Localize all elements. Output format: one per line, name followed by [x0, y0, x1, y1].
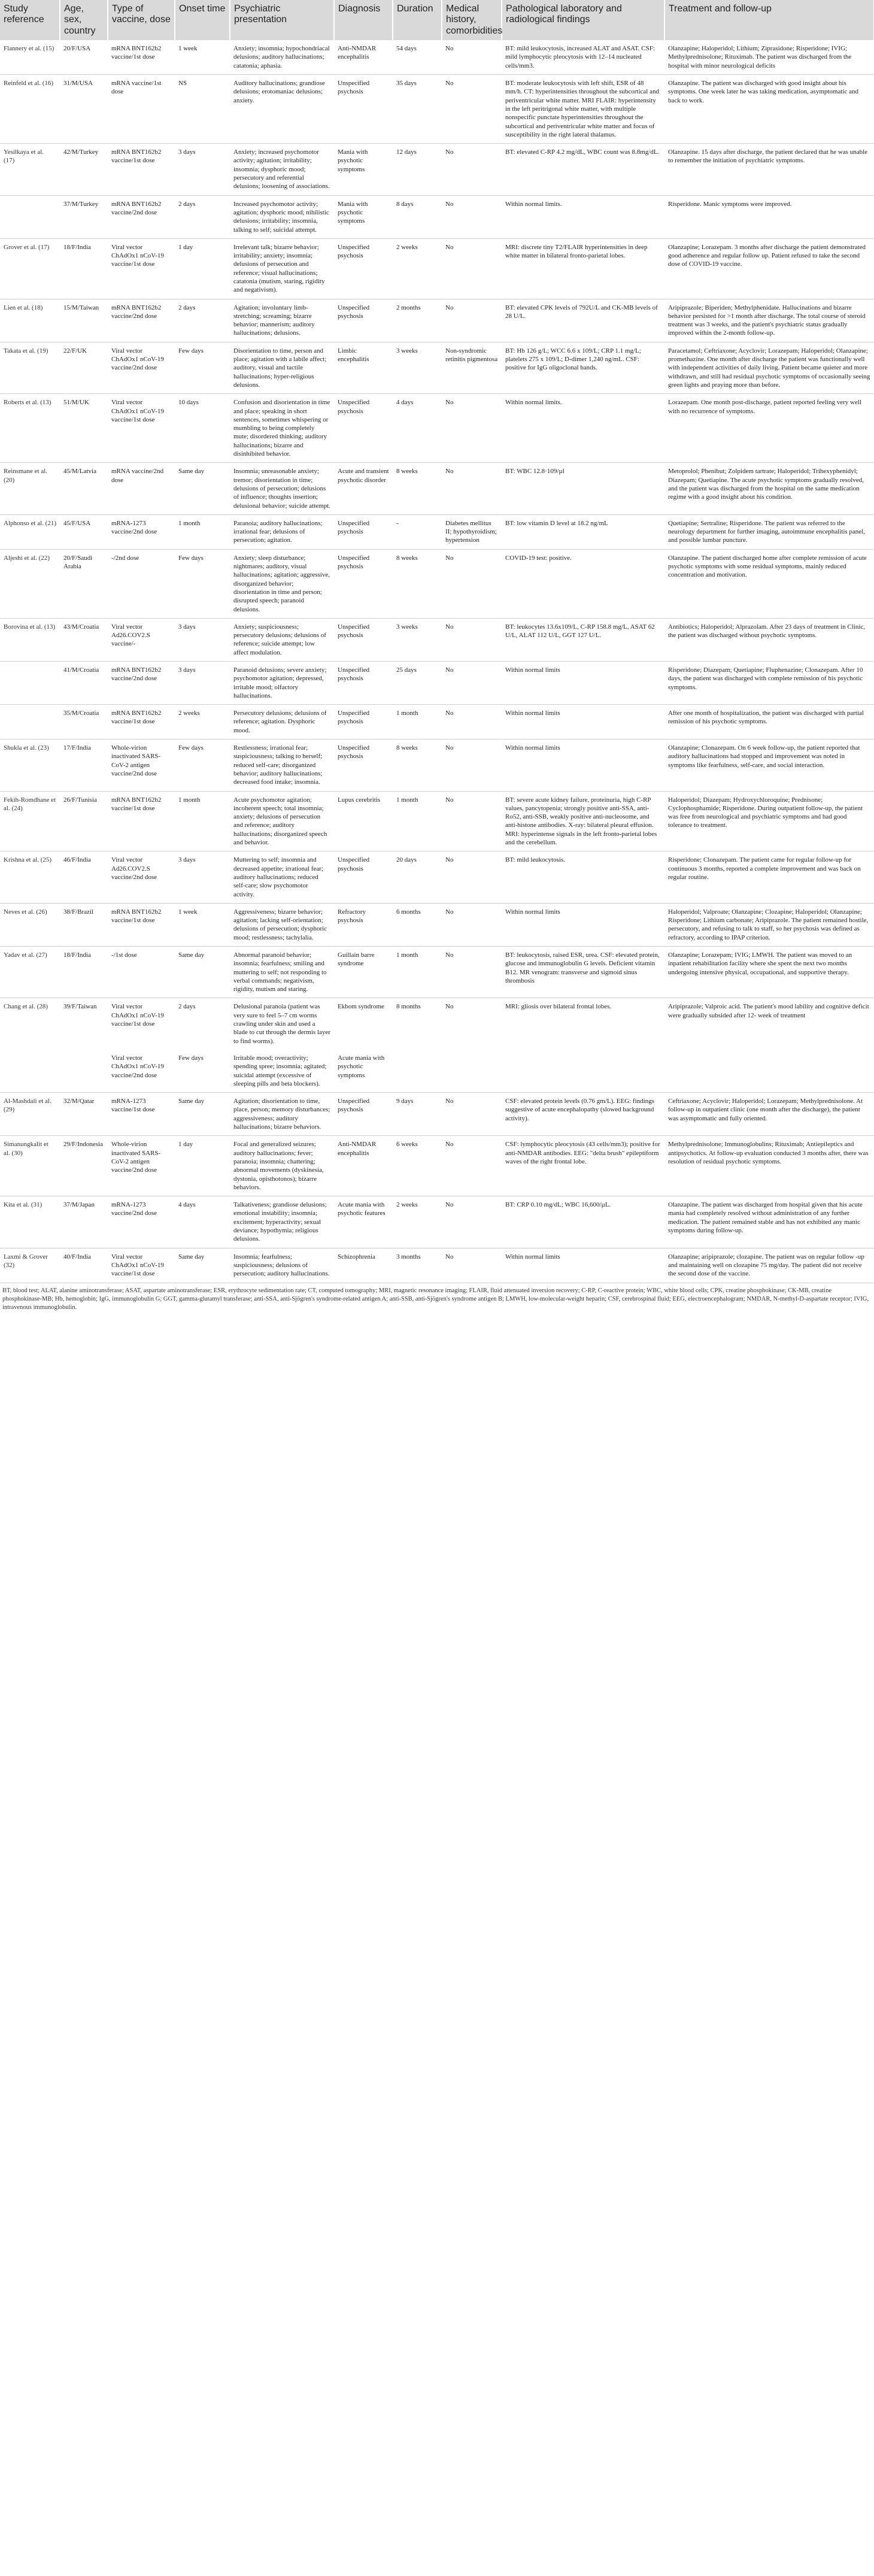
treatment-followup-cell: Lorazepam. One month post-discharge, patient reported feeling very well with no recurrence of symptoms. [664, 394, 874, 463]
findings-cell: MRI: gliosis over bilateral frontal lobes. [505, 1003, 612, 1011]
table-row [0, 144, 874, 195]
onset-time-cell: Few days [175, 549, 230, 618]
medical-history-cell: No [442, 144, 502, 195]
vaccine-dose-cell: Viral vector Ad26.COV2.S vaccine/- [108, 618, 175, 661]
medical-history-cell: No [442, 705, 502, 740]
study-reference-cell: Borovina et al. (13) [0, 618, 60, 661]
column-header: Type of vaccine, dose [108, 0, 175, 40]
vaccine-dose-cell: Whole-virion inactivated SARS-CoV-2 antigen vaccine/2nd dose [108, 740, 175, 791]
findings-cell: BT: moderate leukocytosis with left shift, ESR of 48 mm/h. CT: hyperintensities throughout the subcortical and periventricular white matter. MRI FLAIR: hyperintensity in the left peritrigonal white matter, with multiple nonspecific punctate hyperintensities throughout the subcortical and periventricular white matter and focus of susceptibility in the right lateral thalamus. [502, 75, 664, 144]
onset-time-cell: 3 days [175, 661, 230, 704]
treatment-followup-cell: After one month of hospitalization, the patient was discharged with partial remission of his psychotic symptoms. [664, 705, 874, 740]
table-row [0, 661, 874, 704]
duration-cell: 35 days [393, 75, 442, 144]
vaccine-dose-cell: mRNA BNT162b2 vaccine/1st dose [108, 144, 175, 195]
onset-time-cell: 1 day [175, 238, 230, 299]
onset-time-cell: Few days [175, 740, 230, 791]
psychiatric-presentation-cell: Muttering to self; insomnia and decreased appetite; irrational fear; auditory hallucinations; reduced self-care; slow psychomotor activity. [230, 851, 334, 903]
table-footnote: BT, blood test; ALAT, alanine aminotransferase; ASAT, aspartate aminotransferase; ESR, erythrocyte sedimentation rate; CT, computed tomography; MRI, magnetic resonance imaging; FLAIR, fluid attenuated inversion recovery; C-RP, C-reactive protein; WBC, white blood cells; CPK, creatine phosphokinase; CK-MB, creatine phosphokinase-MB; Hb, hemoglobin; IgG, immunoglobulin G; GGT, gamma-glutamyl transferase; anti-SSA, anti-Sjögren's syndrome-related antigen A; anti-SSB, anti-Sjögren's syndrome antigen B; LMWH, low-molecular-weight heparin; CSF, cerebrospinal fluid; EEG, electroencephalogram; NMDAR, N-methyl-D-aspartate receptor; IVIG, intravenous immunoglobulin. [2, 1287, 869, 1311]
duration-cell: 8 months [396, 1003, 421, 1011]
findings-cell: Within normal limits. [502, 394, 664, 463]
vaccine-dose-cell: mRNA-1273 vaccine/2nd dose [108, 514, 175, 549]
treatment-followup-cell: Antibiotics; Haloperidol; Alprazolam. After 23 days of treatment in Clinic, the patient was discharged without psychotic symptoms. [664, 618, 874, 661]
age-sex-country-cell: 18/F/India [60, 238, 108, 299]
duration-cell: 8 days [393, 195, 442, 238]
age-sex-country-cell: 51/M/UK [60, 394, 108, 463]
onset-time-cell: Few days [175, 342, 230, 393]
treatment-followup-cell: Olanzapine. 15 days after discharge, the patient declared that he was unable to remember the initiation of psychiatric symptoms. [664, 144, 874, 195]
medical-history-cell [442, 1050, 502, 1093]
treatment-followup-cell: Paracetamol; Ceftriaxone; Acyclovir; Lorazepam; Haloperidol; Olanzapine; promethazine. One month after discharge the patient was functionally well with independent activities of daily living. Patient became quieter and more withdrawn, and still had residual psychotic symptoms of occasionally seeing green lights and praying more than before. [664, 342, 874, 393]
medical-history-cell: No [442, 463, 502, 514]
column-header: Pathological laboratory and radiological findings [502, 0, 664, 40]
table-row [0, 514, 874, 549]
findings-cell: MRI: discrete tiny T2/FLAIR hyperintensities in deep white matter in bilateral fronto-parietal lobes. [502, 238, 664, 299]
diagnosis-cell: Schizophrenia [334, 1248, 393, 1283]
table-row [0, 238, 874, 299]
table-row [0, 618, 874, 661]
medical-history-cell: No [442, 661, 502, 704]
treatment-followup-cell: Olanzapine. The patient was discharged from hospital given that his acute mania had completely resolved without administration of any further medication. The patient remained stable and has not exhibited any manic symptoms during follow-up. [664, 1196, 874, 1248]
vaccine-dose-cell: mRNA BNT162b2 vaccine/1st dose [108, 791, 175, 851]
study-reference-cell: Yesilkaya et al. (17) [0, 144, 60, 195]
medical-history-cell: No [445, 1003, 454, 1011]
psychiatric-presentation-cell: Agitation; involuntary limb-stretching; screaming; bizarre behavior; mannerism; auditory hallucinations; delusions. [230, 299, 334, 342]
treatment-followup-cell: Risperidone. Manic symptoms were improved. [664, 195, 874, 238]
table-row [0, 549, 874, 618]
medical-history-cell: No [442, 851, 502, 903]
diagnosis-cell: Ekbom syndrome [338, 1003, 384, 1011]
psychiatric-presentation-cell: Paranoid delusions; severe anxiety; psychomotor agitation; depressed, irritable mood; olfactory hallucinations. [230, 661, 334, 704]
duration-cell: 4 days [393, 394, 442, 463]
study-reference-cell: Reinsmane et al. (20) [0, 463, 60, 514]
vaccine-dose-cell: Viral vector ChAdOx1 nCoV-19 vaccine/2nd dose [108, 1050, 175, 1093]
diagnosis-cell: Unspecified psychosis [334, 299, 393, 342]
onset-time-cell: Few days [175, 1050, 230, 1093]
age-sex-country-cell: 32/M/Qatar [60, 1093, 108, 1136]
medical-history-cell: Non-syndromic retinitis pigmentosa [442, 342, 502, 393]
duration-cell [393, 1050, 442, 1093]
diagnosis-cell: Unspecified psychosis [334, 661, 393, 704]
treatment-followup-cell: Methylprednisolone; Immunoglobulins; Rituximab; Antiepileptics and antipsychotics. At follow-up evaluation conducted 3 months after, there was resolution of residual psychotic symptoms. [664, 1136, 874, 1196]
treatment-followup-cell: Olanzapine. The patient discharged home after complete remission of acute psychotic symptoms with some residual symptoms, mainly reduced concentration and motivation. [664, 549, 874, 618]
duration-cell: 3 weeks [393, 342, 442, 393]
findings-cell: Within normal limits [502, 740, 664, 791]
duration-cell: 1 month [393, 705, 442, 740]
age-sex-country-cell: 38/F/Brazil [60, 903, 108, 946]
diagnosis-cell: Anti-NMDAR encephalitis [334, 40, 393, 74]
psychiatric-presentation-cell: Agitation; disorientation to time, place, person; memory disturbances; aggressiveness; auditory hallucinations; bizarre behaviors. [230, 1093, 334, 1136]
diagnosis-cell: Mania with psychotic symptoms [334, 195, 393, 238]
age-sex-country-cell: 39/F/Taiwan [63, 1003, 97, 1011]
psychiatric-presentation-cell: Disorientation to time, person and place; agitation with a labile affect; auditory, visual and tactile hallucinations; hyper-religious delusions. [230, 342, 334, 393]
vaccine-dose-cell: mRNA BNT162b2 vaccine/2nd dose [108, 299, 175, 342]
treatment-followup-cell: Haloperidol; Valproate; Olanzapine; Clozapine; Haloperidol; Olanzapine; Risperidone; Lithium carbonate; Aripiprazole. The patient remained hostile, persecutory, and refusing to talk to staff, so her psychosis was defined as refractory, according to IPAP criterion. [664, 903, 874, 946]
findings-cell: BT: mild leukocytosis, increased ALAT and ASAT. CSF: mild lymphocytic pleocytosis with 12–14 nucleated cells/mm3. [502, 40, 664, 74]
treatment-followup-cell: Risperidone; Clonazepam. The patient came for regular follow-up for continuous 3 months, reported a complete improvement and was back on regular routine. [664, 851, 874, 903]
study-reference-cell: Reinfeld et al. (16) [0, 75, 60, 144]
diagnosis-cell: Unspecified psychosis [334, 394, 393, 463]
duration-cell: 1 month [393, 791, 442, 851]
vaccine-dose-cell: Viral vector Ad26.COV2.S vaccine/2nd dose [108, 851, 175, 903]
vaccine-dose-cell: mRNA-1273 vaccine/1st dose [108, 1093, 175, 1136]
findings-cell: BT: CRP 0.10 mg/dL; WBC 16,600/µL. [502, 1196, 664, 1248]
medical-history-cell: No [442, 75, 502, 144]
study-reference-cell: Alphonso et al. (21) [0, 514, 60, 549]
duration-cell: 2 weeks [393, 238, 442, 299]
age-sex-country-cell: 45/F/USA [60, 514, 108, 549]
study-reference-cell: Flannery et al. (15) [0, 40, 60, 74]
treatment-followup-cell: Olanzapine; Haloperidol; Lithium; Ziprasidone; Risperidone; IVIG; Methylprednisolone; Rituximab. The patient was discharged from the hospital with minor neurological deficits [664, 40, 874, 74]
medical-history-cell: No [442, 299, 502, 342]
psychiatric-presentation-cell: Anxiety; sleep disturbance; nightmares; auditory, visual hallucinations; agitation; aggressive, disorganized behavior; disorientation in time and person; disrupted speech; paranoid delusions. [230, 549, 334, 618]
study-reference-cell [0, 195, 60, 238]
treatment-followup-cell: Aripiprazole; Biperiden; Methylphenidate. Hallucinations and bizarre behavior persisted for >1 month after discharge. The total course of steroid treatment was 3 weeks, and the patient's psychiatric status gradually improved within the 2-month follow-up. [664, 299, 874, 342]
study-reference-cell: Krishna et al. (25) [0, 851, 60, 903]
table-row [0, 705, 874, 740]
vaccine-dose-cell: Whole-virion inactivated SARS-CoV-2 antigen vaccine/2nd dose [108, 1136, 175, 1196]
psychiatric-presentation-cell: Anxiety; insomnia; hypochondriacal delusions; auditory hallucinations; catatonia; aphasia. [230, 40, 334, 74]
psychiatric-presentation-cell: Abnormal paranoid behavior; insomnia; fearfulness; smiling and muttering to self; not responding to verbal commands; negativism, rigidity, mutism and staring. [230, 947, 334, 998]
duration-cell: 12 days [393, 144, 442, 195]
diagnosis-cell: Mania with psychotic symptoms [334, 144, 393, 195]
findings-cell: BT: leukocytosis, raised ESR, urea. CSF: elevated protein, glucose and immunoglobulin G levels. Deficient vitamin B12. MR venogram: transverse and sigmoid sinus thrombosis [502, 947, 664, 998]
duration-cell: 3 months [393, 1248, 442, 1283]
table-row [0, 947, 874, 998]
findings-cell: BT: elevated CPK levels of 792U/L and CK-MB levels of 28 U/L. [502, 299, 664, 342]
findings-cell: BT: low vitamin D level at 18.2 ng/mL [502, 514, 664, 549]
duration-cell: 6 weeks [393, 1136, 442, 1196]
table-row [0, 299, 874, 342]
vaccine-dose-cell: mRNA vaccine/1st dose [108, 75, 175, 144]
vaccine-dose-cell: mRNA BNT162b2 vaccine/1st dose [108, 903, 175, 946]
medical-history-cell: No [442, 195, 502, 238]
study-reference-cell: Al-Mashdali et al. (29) [0, 1093, 60, 1136]
psychiatric-presentation-cell: Talkativeness; grandiose delusions; emotional instability; insomnia; excitement; hyperactivity; sexual deviance; hypothymia; religious delusions. [230, 1196, 334, 1248]
treatment-followup-cell: Olanzapine; aripiprazole; clozapine. The patient was on regular follow -up and maintaining well on clozapine 75 mg/day. The patient did not receive the second dose of the vaccine. [664, 1248, 874, 1283]
table-row [0, 1093, 874, 1136]
study-reference-cell: Shukla et al. (23) [0, 740, 60, 791]
medical-history-cell: No [442, 1196, 502, 1248]
treatment-followup-cell: Risperidone; Diazepam; Quetiapine; Fluphenazine; Clonazepam. After 10 days, the patient was discharged with complete remission of his psychotic symptoms. [664, 661, 874, 704]
duration-cell: 8 weeks [393, 463, 442, 514]
table-row [0, 342, 874, 393]
vaccine-dose-cell: Viral vector ChAdOx1 nCoV-19 vaccine/1st dose [108, 394, 175, 463]
findings-cell [502, 1050, 664, 1093]
age-sex-country-cell: 41/M/Croatia [60, 661, 108, 704]
findings-cell: COVID-19 test: positive. [502, 549, 664, 618]
vaccine-dose-cell: mRNA BNT162b2 vaccine/2nd dose [108, 661, 175, 704]
medical-history-cell: No [442, 618, 502, 661]
age-sex-country-cell: 42/M/Turkey [60, 144, 108, 195]
vaccine-dose-cell: Viral vector ChAdOx1 nCoV-19 vaccine/1st dose [111, 1003, 164, 1028]
treatment-followup-cell [664, 1050, 874, 1093]
psychiatric-presentation-cell: Anxiety; increased psychomotor activity; agitation; irritability; insomnia; dysphoric mood; persecutory and referential delusions; loosening of associations. [230, 144, 334, 195]
age-sex-country-cell: 35/M/Croatia [60, 705, 108, 740]
age-sex-country-cell [60, 1050, 108, 1093]
treatment-followup-cell: Olanzapine; Clonazepam. On 6 week follow-up, the patient reported that auditory hallucinations had stopped and improvement was noted in symptoms like fearfulness, self-care, and social interaction. [664, 740, 874, 791]
medical-history-cell: No [442, 740, 502, 791]
table-row [0, 740, 874, 791]
psychiatric-presentation-cell: Insomnia; fearfulness; suspiciousness; delusions of persecution; auditory hallucinations. [230, 1248, 334, 1283]
study-reference-cell: Fekih-Romdhane et al. (24) [0, 791, 60, 851]
duration-cell: 3 weeks [393, 618, 442, 661]
findings-cell: Within normal limits [502, 903, 664, 946]
psychiatric-presentation-cell: Irrelevant talk; bizarre behavior; irritability; anxiety; insomnia; delusions of persecution and reference; visual hallucinations; catatonia (mutism, staring, rigidity and negativism). [230, 238, 334, 299]
table-row [0, 851, 874, 903]
table-row [0, 40, 874, 74]
column-header: Psychiatric presentation [230, 0, 334, 40]
table-row [0, 1196, 874, 1248]
diagnosis-cell: Limbic encephalitis [334, 342, 393, 393]
vaccine-dose-cell: mRNA BNT162b2 vaccine/1st dose [108, 40, 175, 74]
medical-history-cell: No [442, 791, 502, 851]
column-header: Medical history, comorbidities [442, 0, 502, 40]
table-row [0, 998, 874, 1050]
study-reference-cell: Takata et al. (19) [0, 342, 60, 393]
medical-history-cell: No [442, 947, 502, 998]
diagnosis-cell: Guillain barre syndrome [334, 947, 393, 998]
column-header: Treatment and follow-up [664, 0, 874, 40]
age-sex-country-cell: 37/M/Japan [60, 1196, 108, 1248]
diagnosis-cell: Unspecified psychosis [334, 705, 393, 740]
onset-time-cell: Same day [175, 463, 230, 514]
column-header: Study reference [0, 0, 60, 40]
study-reference-cell: Neves et al. (26) [0, 903, 60, 946]
psychiatric-presentation-cell: Focal and generalized seizures; auditory hallucinations; fever; paranoia; insomnia; chattering; abnormal movements (dyskinesia, dystonia, opisthotonos); bizarre behaviors. [230, 1136, 334, 1196]
age-sex-country-cell: 37/M/Turkey [60, 195, 108, 238]
column-header: Duration [393, 0, 442, 40]
duration-cell: 9 days [393, 1093, 442, 1136]
duration-cell: 54 days [393, 40, 442, 74]
table-body [0, 40, 874, 1283]
diagnosis-cell: Refractory psychosis [334, 903, 393, 946]
medical-history-cell: No [442, 1248, 502, 1283]
table-row [0, 75, 874, 144]
age-sex-country-cell: 26/F/Tunisia [60, 791, 108, 851]
treatment-followup-cell: Olanzapine; Lorazepam; IVIG; LMWH. The patient was moved to an inpatient rehabilitation facility where she spent the next two months undergoing intensive physical, occupational, and supportive therapy. [664, 947, 874, 998]
diagnosis-cell: Unspecified psychosis [334, 514, 393, 549]
diagnosis-cell: Acute and transient psychotic disorder [334, 463, 393, 514]
diagnosis-cell: Unspecified psychosis [334, 1093, 393, 1136]
age-sex-country-cell: 45/M/Latvia [60, 463, 108, 514]
duration-cell: 8 weeks [393, 549, 442, 618]
treatment-followup-cell: Aripiprazole; Valproic acid. The patient's mood lability and cognitive deficit were gradually subsided after 12- week of treatment [668, 1003, 869, 1019]
onset-time-cell: 1 day [175, 1136, 230, 1196]
diagnosis-cell: Lupus cerebritis [334, 791, 393, 851]
table-row [0, 1248, 874, 1283]
column-header: Onset time [175, 0, 230, 40]
diagnosis-cell: Unspecified psychosis [334, 740, 393, 791]
psychiatric-presentation-cell: Acute psychomotor agitation; incoherent speech; total insomnia; anxiety; delusions of persecution and reference; auditory hallucinations; disorganized speech and behavior. [230, 791, 334, 851]
onset-time-cell: 3 days [175, 618, 230, 661]
age-sex-country-cell: 40/F/India [60, 1248, 108, 1283]
column-header: Diagnosis [334, 0, 393, 40]
age-sex-country-cell: 43/M/Croatia [60, 618, 108, 661]
table-row [0, 394, 874, 463]
onset-time-cell: 2 days [175, 195, 230, 238]
table-row [0, 1136, 874, 1196]
table-row [0, 463, 874, 514]
treatment-followup-cell: Metoprolol; Phenibut; Zolpidem tartrate; Haloperidol; Trihexyphenidyl; Diazepam; Quetiapine. The acute psychotic symptoms gradually resolved, and the patient was discharged from the hospital on the same medication regime with a good insight about his condition. [664, 463, 874, 514]
medical-history-cell: No [442, 903, 502, 946]
age-sex-country-cell: 17/F/India [60, 740, 108, 791]
findings-cell: BT: mild leukocytosis. [502, 851, 664, 903]
duration-cell: 8 weeks [393, 740, 442, 791]
table-row [0, 195, 874, 238]
age-sex-country-cell: 15/M/Taiwan [60, 299, 108, 342]
psychiatric-presentation-cell: Insomnia; unreasonable anxiety; tremor; disorientation in time; delusions of persecution; delusions of influence; thoughts insertion; delusional behavior; suicide attempt. [230, 463, 334, 514]
onset-time-cell: 3 days [175, 144, 230, 195]
study-reference-cell: Laxmi & Grover (32) [0, 1248, 60, 1283]
age-sex-country-cell: 31/M/USA [60, 75, 108, 144]
onset-time-cell: 1 week [175, 40, 230, 74]
findings-cell: Within normal limits [502, 1248, 664, 1283]
onset-time-cell: Same day [175, 947, 230, 998]
case-table [0, 0, 874, 1283]
findings-cell: Within normal limits [502, 661, 664, 704]
findings-cell: CSF: elevated protein levels (0.76 gm/L). EEG: findings suggestive of acute encephalopathy (slowed background activity). [502, 1093, 664, 1136]
table-row [0, 791, 874, 851]
age-sex-country-cell: 20/F/USA [60, 40, 108, 74]
vaccine-dose-cell: mRNA-1273 vaccine/2nd dose [108, 1196, 175, 1248]
vaccine-dose-cell: mRNA BNT162b2 vaccine/1st dose [108, 705, 175, 740]
study-reference-cell [0, 705, 60, 740]
study-reference-cell [0, 1050, 60, 1093]
medical-history-cell: No [442, 549, 502, 618]
header-row [0, 0, 874, 40]
onset-time-cell: 1 month [175, 514, 230, 549]
vaccine-dose-cell: Viral vector ChAdOx1 nCoV-19 vaccine/1st dose [108, 238, 175, 299]
duration-cell: 1 month [393, 947, 442, 998]
diagnosis-cell: Unspecified psychosis [334, 75, 393, 144]
onset-time-cell: 1 week [175, 903, 230, 946]
findings-cell: BT: WBC 12.8·109/µl [502, 463, 664, 514]
duration-cell: 20 days [393, 851, 442, 903]
onset-time-cell: Same day [175, 1248, 230, 1283]
age-sex-country-cell: 20/F/Saudi Arabia [60, 549, 108, 618]
medical-history-cell: No [442, 1093, 502, 1136]
vaccine-dose-cell: mRNA vaccine/2nd dose [108, 463, 175, 514]
diagnosis-cell: Unspecified psychosis [334, 618, 393, 661]
vaccine-dose-cell: -/1st dose [108, 947, 175, 998]
vaccine-dose-cell: mRNA BNT162b2 vaccine/2nd dose [108, 195, 175, 238]
study-reference-cell: Simanungkalit et al. (30) [0, 1136, 60, 1196]
onset-time-cell: 1 month [175, 791, 230, 851]
study-reference-cell: Kita et al. (31) [0, 1196, 60, 1248]
table-row [0, 1050, 874, 1093]
duration-cell: 6 months [393, 903, 442, 946]
vaccine-dose-cell: -/2nd dose [108, 549, 175, 618]
medical-history-cell: No [442, 40, 502, 74]
treatment-followup-cell: Ceftriaxone; Acyclovir; Haloperidol; Lorazepam; Methylprednisolone. At follow-up in outpatient clinic (one month after the discharge), the patient was asymptomatic and fully oriented. [664, 1093, 874, 1136]
onset-time-cell: 2 days [175, 299, 230, 342]
psychiatric-presentation-cell: Auditory hallucinations; grandiose delusions; erotomaniac delusions; anxiety. [230, 75, 334, 144]
psychiatric-presentation-cell: Paranoia; auditory hallucinations; irrational fear; delusions of persecution; agitation. [230, 514, 334, 549]
treatment-followup-cell: Olanzapine; Lorazepam. 3 months after discharge the patient demonstrated good adherence and regular follow up. Patient refused to take the second dose of COVID-19 vaccine. [664, 238, 874, 299]
onset-time-cell: 2 weeks [175, 705, 230, 740]
findings-cell: BT: Hb 126 g/L; WCC 6.6 x 109/L; CRP 1.1 mg/L; platelets 275 x 109/L; D-dimer 1,240 ng/mL. CSF: positive for IgG oligoclonal bands. [502, 342, 664, 393]
psychiatric-presentation-cell: Increased psychomotor activity; agitation; dysphoric mood; nihilistic delusions; irritability; insomnia, talking to self; suicidal attempt. [230, 195, 334, 238]
age-sex-country-cell: 22/F/UK [60, 342, 108, 393]
treatment-followup-cell: Olanzapine. The patient was discharged with good insight about his symptoms. One week later he was taking medication, asymptomatic and back to work. [664, 75, 874, 144]
onset-time-cell: 2 days [178, 1003, 196, 1011]
onset-time-cell: Same day [175, 1093, 230, 1136]
psychiatric-presentation-cell: Irritable mood; overactivity; spending spree; insomnia; agitated; suicidal attempt (excessive of sleeping pills and beta blockers). [230, 1050, 334, 1093]
diagnosis-cell: Acute mania with psychotic features [334, 1196, 393, 1248]
medical-history-cell: No [442, 238, 502, 299]
vaccine-dose-cell: Viral vector ChAdOx1 nCoV-19 vaccine/1st dose [108, 1248, 175, 1283]
onset-time-cell: 4 days [175, 1196, 230, 1248]
vaccine-dose-cell: Viral vector ChAdOx1 nCoV-19 vaccine/2nd dose [108, 342, 175, 393]
column-header: Age, sex, country [60, 0, 108, 40]
study-reference-cell: Yadav et al. (27) [0, 947, 60, 998]
study-reference-cell [0, 661, 60, 704]
diagnosis-cell: Anti-NMDAR encephalitis [334, 1136, 393, 1196]
findings-cell: BT: severe acute kidney failure, proteinuria, high C-RP values, pancytopenia; strongly positive anti-SSA, anti-Ro52, anti-SSB, weakly positive anti-nucleosome, and anti-histone antibodies. X-ray: bilateral pleural effusion. MRI: hyperintense signals in the left fronto-parietal lobes and the cerebellum. [502, 791, 664, 851]
age-sex-country-cell: 29/F/Indonesia [60, 1136, 108, 1196]
findings-cell: CSF: lymphocytic pleocytosis (43 cells/mm3); positive for anti-NMDAR antibodies. EEG: "delta brush" epileptiform waves of the right frontal lobe. [502, 1136, 664, 1196]
psychiatric-presentation-cell: Anxiety; suspiciousness; persecutory delusions; delusions of reference; suicide attempt; low affect modulation. [230, 618, 334, 661]
table-row [0, 903, 874, 946]
medical-history-cell: Diabetes mellitus II; hypothyroidism; hypertension [442, 514, 502, 549]
psychiatric-presentation-cell: Restlessness; irrational fear; suspiciousness; talking to herself; reduced self-care; disorganized behavior; auditory hallucinations; decreased food intake; insomnia. [230, 740, 334, 791]
onset-time-cell: 10 days [175, 394, 230, 463]
findings-cell: BT: leukocytes 13.6x109/L, C-RP 158.8 mg/L, ASAT 62 U/L, ALAT 112 U/L, GGT 127 U/L. [502, 618, 664, 661]
diagnosis-cell: Unspecified psychosis [334, 851, 393, 903]
study-reference-cell: Aljeshi et al. (22) [0, 549, 60, 618]
diagnosis-cell: Acute mania with psychotic symptoms [334, 1050, 393, 1093]
findings-cell: BT: elevated C-RP 4.2 mg/dL, WBC count was 8.8mg/dL. [502, 144, 664, 195]
findings-cell: Within normal limits. [502, 195, 664, 238]
diagnosis-cell: Unspecified psychosis [334, 238, 393, 299]
duration-cell: 2 weeks [393, 1196, 442, 1248]
psychiatric-presentation-cell: Delusional paranoia (patient was very sure to feel 5–7 cm worms crawling under skin and used a blade to cut through the dermis layer to find worms). [233, 1003, 330, 1045]
psychiatric-presentation-cell: Persecutory delusions; delusions of reference; agitation. Dysphoric mood. [230, 705, 334, 740]
onset-time-cell: 3 days [175, 851, 230, 903]
study-reference-cell: Chang et al. (28) [4, 1003, 48, 1011]
age-sex-country-cell: 18/F/India [60, 947, 108, 998]
age-sex-country-cell: 46/F/India [60, 851, 108, 903]
findings-cell: Within normal limits [502, 705, 664, 740]
onset-time-cell: NS [175, 75, 230, 144]
duration-cell: - [393, 514, 442, 549]
study-reference-cell: Lien et al. (18) [0, 299, 60, 342]
treatment-followup-cell: Quetiapine; Sertraline; Risperidone. The patient was referred to the neurology department for further imaging, autoimmune encephalitis panel, and possible lumbar puncture. [664, 514, 874, 549]
treatment-followup-cell: Haloperidol; Diazepam; Hydroxychloroquine; Prednisone; Cyclophosphamide; Risperidone. During outpatient follow-up, the patient was free from neurological and psychiatric symptoms and had good tolerance to treatment. [664, 791, 874, 851]
medical-history-cell: No [442, 1136, 502, 1196]
diagnosis-cell: Unspecified psychosis [334, 549, 393, 618]
study-reference-cell: Roberts et al. (13) [0, 394, 60, 463]
study-reference-cell: Grover et al. (17) [0, 238, 60, 299]
psychiatric-presentation-cell: Confusion and disorientation in time and place; speaking in short sentences, sometimes whispering or mumbling to being completely mute; disordered thinking; auditory hallucinations; bizarre and disinhibited behavior. [230, 394, 334, 463]
duration-cell: 25 days [393, 661, 442, 704]
duration-cell: 2 months [393, 299, 442, 342]
psychiatric-presentation-cell: Aggressiveness; bizarre behavior; agitation; lacking self-orientation; delusions of persecution; dysphoric mood; restlessness; tachylalia. [230, 903, 334, 946]
medical-history-cell: No [442, 394, 502, 463]
